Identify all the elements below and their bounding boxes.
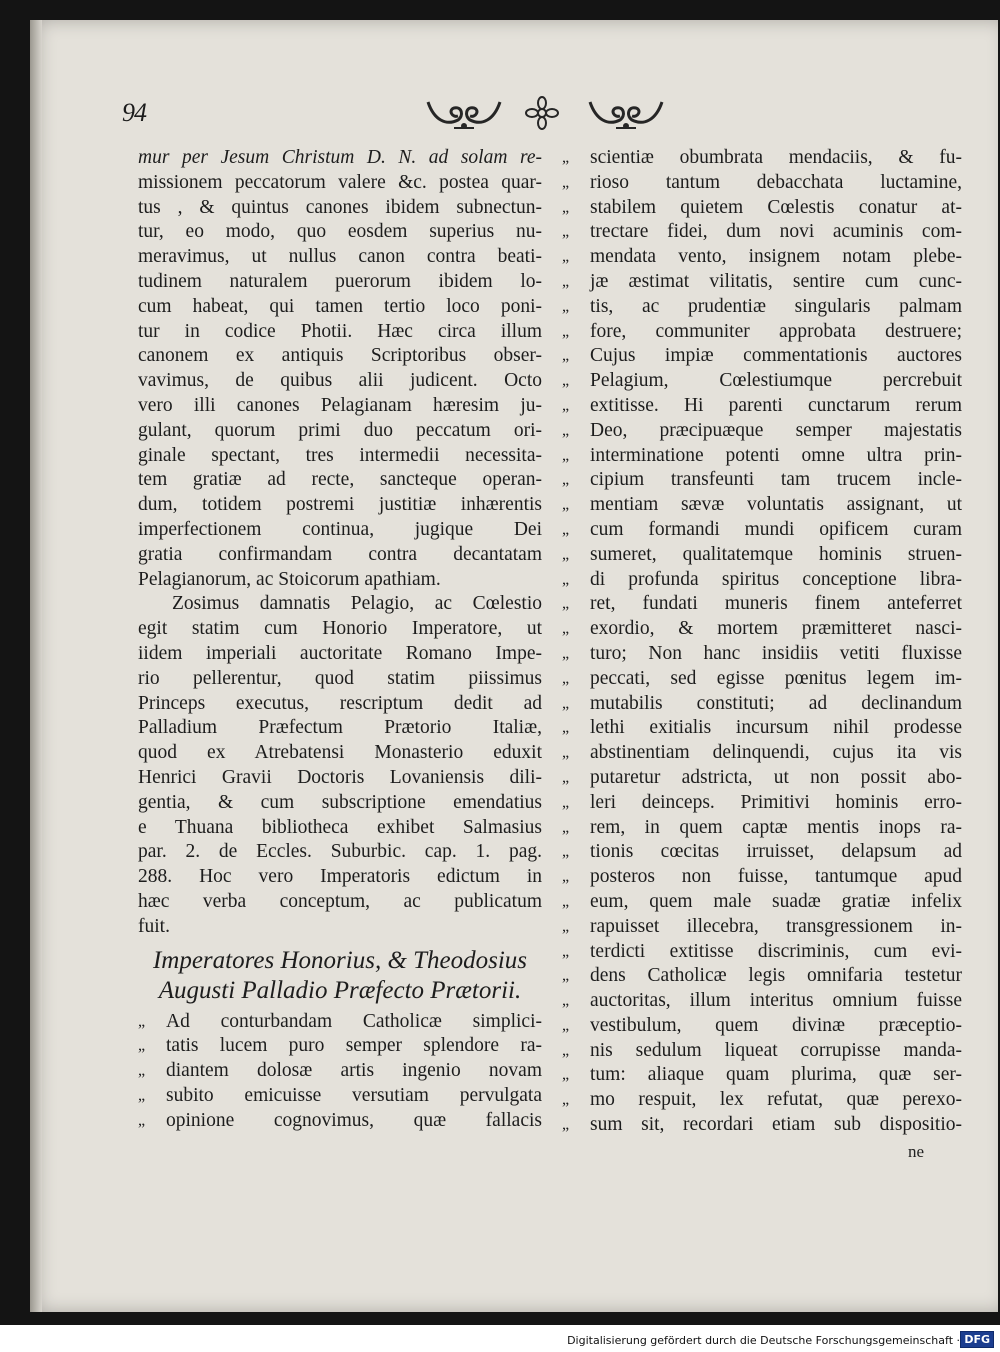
quote-mark: „ — [562, 272, 570, 290]
quote-mark: „ — [562, 892, 570, 910]
quote-text: mendata vento, insignem notam plebe- — [590, 246, 962, 268]
quote-mark: „ — [562, 223, 570, 241]
quote-text: cum formandi mundi opificem curam — [590, 518, 962, 540]
quote-mark: „ — [562, 917, 570, 935]
quote-text: stabilem quietem Cœlestis conatur at- — [590, 196, 962, 218]
quote-line — [562, 840, 962, 865]
text-line: e Thuana bibliotheca exhibet Salmasius — [138, 816, 542, 838]
text-line: iidem imperiali auctoritate Romano Impe- — [138, 642, 542, 664]
quote-line — [138, 1109, 542, 1134]
quote-line — [562, 1088, 962, 1113]
quote-text: scientiæ obumbrata mendaciis, & fu- — [590, 147, 962, 168]
quote-line — [138, 1034, 542, 1059]
quote-text: interminatione potenti omne ultra prin- — [590, 444, 962, 466]
quote-line — [562, 816, 962, 841]
quote-mark: „ — [562, 744, 570, 762]
text-line: tem gratiæ ad recte, sancteque operan- — [138, 469, 542, 491]
quote-line — [562, 667, 962, 692]
quote-line — [562, 865, 962, 890]
quote-line — [562, 320, 962, 345]
quote-line — [562, 369, 962, 394]
text-line: hæc verba conceptum, ac publicatum — [138, 890, 542, 912]
quote-mark: „ — [562, 768, 570, 786]
text-line: gulant, quorum primi duo peccatum ori- — [138, 419, 542, 441]
quote-mark: „ — [562, 967, 570, 985]
quote-mark: „ — [562, 818, 570, 836]
quote-mark: „ — [138, 1086, 146, 1104]
quote-text: extitisse. Hi parenti cunctarum rerum — [590, 394, 962, 416]
quote-line — [562, 1063, 962, 1088]
quote-text: ret, fundati muneris finem anteferret — [590, 593, 962, 615]
text-line: tur in codice Photii. Hæc circa illum — [138, 320, 542, 342]
quote-mark: „ — [562, 322, 570, 340]
text-line: tudinem naturalem puerorum ibidem lo- — [138, 270, 542, 292]
text-line: rio pellerentur, quod statim piissimus — [138, 667, 542, 689]
quote-mark: „ — [562, 1016, 570, 1034]
quote-text: trectare fidei, dum novi acuminis com- — [590, 221, 962, 243]
quote-mark: „ — [562, 595, 570, 613]
quote-line — [562, 245, 962, 270]
quote-line — [562, 146, 962, 171]
text-line: dum, totidem postremi justitiæ inhærentis — [138, 494, 542, 516]
quote-line — [562, 766, 962, 791]
quote-text: posteros non fuisse, tantumque apud — [590, 866, 962, 888]
page-gutter — [30, 20, 42, 1312]
quote-text: tionis cœcitas irruisset, delapsum ad — [590, 841, 962, 863]
quote-mark: „ — [562, 421, 570, 439]
quote-text: diantem dolosæ artis ingenio novam — [166, 1060, 542, 1082]
quote-line — [562, 270, 962, 295]
quote-mark: „ — [562, 347, 570, 365]
scroll-ornament-left-icon — [424, 96, 504, 132]
quote-mark: „ — [562, 396, 570, 414]
quote-line — [562, 964, 962, 989]
quote-mark: „ — [562, 694, 570, 712]
quote-text: eum, quem male suadæ gratiæ infelix — [590, 890, 962, 912]
quote-text: abstinentiam delinquendi, cujus ita vis — [590, 742, 962, 764]
quote-text: putaretur adstricta, ut non possit abo- — [590, 766, 962, 788]
text-line: mur per Jesum Christum D. N. ad solam re- — [138, 147, 542, 168]
quote-line — [562, 518, 962, 543]
quote-mark: „ — [562, 1041, 570, 1059]
quote-line — [562, 196, 962, 221]
quote-text: tum: aliaque quam plurima, quæ ser- — [590, 1064, 962, 1086]
quote-mark: „ — [562, 471, 570, 489]
quote-mark: „ — [562, 719, 570, 737]
text-line: canonem ex antiquis Scriptoribus obser- — [138, 345, 542, 367]
dfg-logo: DFG — [960, 1331, 994, 1348]
text-line: Pelagianorum, ac Stoicorum apathiam. — [138, 568, 441, 590]
quote-line — [562, 468, 962, 493]
quote-line — [562, 493, 962, 518]
quote-line — [562, 592, 962, 617]
quote-mark: „ — [562, 1091, 570, 1109]
text-line: 288. Hoc vero Imperatoris edictum in — [138, 866, 542, 888]
text-line: quod ex Atrebatensi Monasterio eduxit — [138, 742, 542, 764]
text-line: missionem peccatorum valere &c. postea quar- — [138, 171, 542, 193]
quote-line — [562, 1113, 962, 1138]
quote-line — [562, 915, 962, 940]
quote-line — [562, 989, 962, 1014]
quote-text: fore, communiter approbata destruere; — [590, 320, 962, 342]
quote-text: leri deinceps. Primitivi hominis erro- — [590, 791, 962, 813]
quote-line — [562, 568, 962, 593]
quote-mark: „ — [138, 1037, 146, 1055]
quote-mark: „ — [562, 942, 570, 960]
left-column — [138, 146, 542, 1133]
quote-mark: „ — [562, 545, 570, 563]
quote-mark: „ — [562, 446, 570, 464]
quote-line — [562, 543, 962, 568]
quote-line — [562, 344, 962, 369]
quote-line — [562, 692, 962, 717]
quote-line — [562, 1039, 962, 1064]
text-line: ginale spectant, tres intermedii necessita- — [138, 444, 542, 466]
quote-mark: „ — [562, 992, 570, 1010]
quote-mark: „ — [562, 297, 570, 315]
quote-text: terdicti extitisse discriminis, cum evi- — [590, 940, 962, 962]
quote-line — [562, 444, 962, 469]
quote-text: Ad conturbandam Catholicæ simplici- — [166, 1010, 542, 1032]
quote-text: sumeret, qualitatemque hominis struen- — [590, 543, 962, 565]
quote-text: Deo, præcipuæque semper majestatis — [590, 419, 962, 441]
quote-mark: „ — [562, 570, 570, 588]
quote-text: cipium transfeunti tam trucem incle- — [590, 469, 962, 491]
quote-mark: „ — [562, 644, 570, 662]
quote-mark: „ — [562, 372, 570, 390]
quote-mark: „ — [562, 198, 570, 216]
section-heading-line-2: Augusti Palladio Præfecto Prætorii. — [158, 976, 522, 1004]
text-line: tur, eo modo, quo eosdem superius nu- — [138, 221, 542, 243]
quote-mark: „ — [562, 620, 570, 638]
quote-mark: „ — [562, 843, 570, 861]
text-line: vavimus, de quibus alii judicent. Octo — [138, 370, 542, 392]
quote-line — [562, 295, 962, 320]
quote-line — [138, 1084, 542, 1109]
quote-text: vestibulum, quem divinæ præceptio- — [590, 1014, 962, 1036]
quote-text: mutabilis constituti; ad declinandum — [590, 692, 962, 714]
quote-line — [562, 716, 962, 741]
quote-text: Pelagium, Cœlestiumque percrebuit — [590, 370, 962, 392]
text-line: par. 2. de Eccles. Suburbic. cap. 1. pag. — [138, 841, 542, 863]
quote-mark: „ — [562, 520, 570, 538]
text-line: egit statim cum Honorio Imperatore, ut — [138, 618, 542, 640]
quote-mark: „ — [562, 793, 570, 811]
text-line: gratia confirmandam contra decantatam — [138, 543, 542, 565]
text-line: cum habeat, qui tamen tertio loco poni- — [138, 295, 542, 317]
quote-text: rem, in quem captæ mentis inops ra- — [590, 816, 962, 838]
text-line: imperfectionem continua, jugique Dei — [138, 518, 542, 540]
quote-mark: „ — [562, 248, 570, 266]
text-line: Henrici Gravii Doctoris Lovaniensis dili- — [138, 766, 542, 788]
quote-line — [562, 220, 962, 245]
quote-line — [562, 1014, 962, 1039]
right-column — [562, 146, 962, 1138]
quote-line — [562, 419, 962, 444]
funding-credit: Digitalisierung gefördert durch die Deutsche Forschungsgemeinschaft · — [567, 1334, 960, 1347]
quote-text: tatis lucem puro semper splendore ra- — [166, 1035, 542, 1057]
quote-mark: „ — [138, 1062, 146, 1080]
quote-text: rapuisset illecebra, transgressionem in- — [590, 915, 962, 937]
quote-mark: „ — [562, 496, 570, 514]
quote-text: peccati, sed egisse pœnitus legem im- — [590, 667, 962, 689]
text-line: fuit. — [138, 915, 170, 937]
quote-text: nis sedulum liqueat corrupisse manda- — [590, 1039, 962, 1061]
quote-text: mo respuit, lex refutat, quæ perexo- — [590, 1089, 962, 1111]
quote-mark: „ — [562, 868, 570, 886]
quote-text: jæ æstimat vilitatis, sentire cum cunc- — [590, 270, 962, 292]
quote-line — [562, 940, 962, 965]
quote-line — [562, 642, 962, 667]
quote-text: dens Catholicæ legis omnifaria testetur — [590, 965, 962, 987]
page-number: 94 — [122, 98, 146, 127]
quote-text: subito emicuisse versutiam pervulgata — [166, 1084, 542, 1106]
quote-line — [562, 617, 962, 642]
rosette-ornament-icon — [525, 96, 559, 130]
quote-mark: „ — [562, 1066, 570, 1084]
quote-mark: „ — [562, 149, 570, 166]
quote-text: Cujus impiæ commentationis auctores — [590, 345, 962, 367]
quote-mark: „ — [138, 1012, 146, 1030]
quote-line — [138, 1010, 542, 1035]
quote-mark: „ — [562, 173, 570, 191]
quote-line — [562, 791, 962, 816]
text-line: vero illi canones Pelagianam hæresim ju- — [138, 394, 542, 416]
quote-text: mentiam sævæ voluntatis assignant, ut — [590, 494, 962, 516]
quote-line — [562, 394, 962, 419]
quote-text: di profunda spiritus conceptione libra- — [590, 568, 962, 590]
quote-line — [138, 1059, 542, 1084]
section-heading-line-1: Imperatores Honorius, & Theodosius — [152, 946, 528, 974]
quote-text: tis, ac prudentiæ singularis palmam — [590, 295, 962, 317]
scroll-ornament-right-icon — [586, 96, 666, 132]
quote-mark: „ — [138, 1111, 146, 1129]
quote-text: turo; Non hanc insidiis vetiti fluxisse — [590, 642, 962, 664]
text-line: Palladium Præfectum Prætorio Italiæ, — [138, 717, 542, 739]
quote-mark: „ — [562, 669, 570, 687]
quote-line — [562, 890, 962, 915]
quote-text: rioso tantum debacchata luctamine, — [590, 171, 962, 193]
text-line: tus , & quintus canones ibidem subnectun- — [138, 196, 542, 218]
quote-text: opinione cognovimus, quæ fallacis — [166, 1109, 542, 1131]
catchword: ne — [908, 1142, 925, 1161]
text-line: meravimus, ut nullus canon contra beati- — [138, 246, 542, 268]
paragraph-first-line: Zosimus damnatis Pelagio, ac Cœlestio — [172, 593, 542, 615]
quote-text: auctoritas, illum interitus omnium fuisse — [590, 990, 962, 1012]
quote-line — [562, 741, 962, 766]
quote-text: lethi exitialis incursum nihil prodesse — [590, 717, 962, 739]
quote-text: sum sit, recordari etiam sub dispositio- — [590, 1114, 962, 1136]
quote-line — [562, 171, 962, 196]
text-line: gentia, & cum subscriptione emendatius — [138, 791, 542, 813]
text-line: Princeps executus, rescriptum dedit ad — [138, 692, 542, 714]
quote-mark: „ — [562, 1116, 570, 1134]
quote-text: exordio, & mortem præmitteret nasci- — [590, 618, 962, 640]
